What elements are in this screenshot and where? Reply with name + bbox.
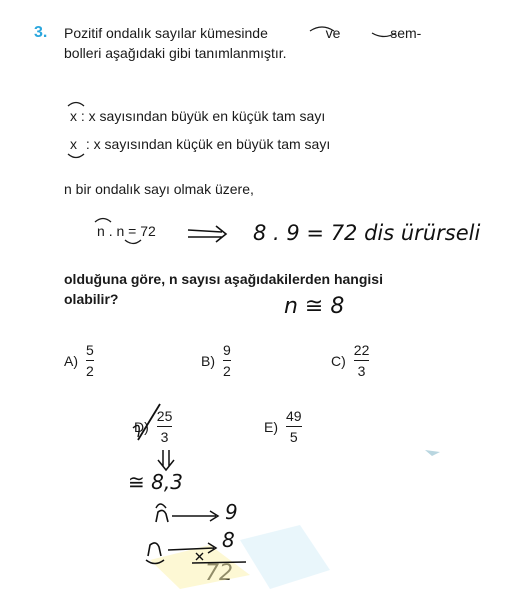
eq-rest: = 72 (128, 223, 156, 239)
numerator: 25 (156, 408, 173, 424)
hand-arc-icon (156, 504, 166, 508)
hand-n-icon (156, 510, 168, 522)
prompt-line-1: olduğuna göre, n sayısı aşağıdakilerden hangisi (64, 271, 383, 287)
line1-and: ve (325, 25, 341, 41)
denominator: 3 (160, 429, 169, 445)
question-number: 3. (34, 24, 48, 41)
highlighter-mark (150, 545, 250, 589)
arc-up-icon (310, 27, 334, 31)
ceil-arc-icon (68, 103, 84, 107)
eq-n-floor: n (116, 223, 125, 239)
handwritten-ceil-result: 9 (225, 500, 238, 524)
implies-arrow-icon (188, 226, 226, 242)
hand-n-icon (148, 543, 161, 556)
floor-var: x (70, 136, 77, 152)
choice-label: A) (64, 352, 78, 369)
handwritten-n-approx: n ≅ 8 (284, 294, 345, 319)
denominator: 2 (223, 363, 231, 379)
choice-label: B) (201, 352, 215, 369)
line1-end: sem- (390, 25, 422, 41)
numerator: 9 (223, 342, 231, 358)
given-statement: n bir ondalık sayı olmak üzere, (64, 181, 254, 197)
choice-label: C) (331, 352, 346, 369)
floor-arc-icon (68, 154, 84, 158)
choice-label: E) (264, 418, 278, 435)
handwritten-equation: 8 . 9 = 72 dis ürürseli (253, 221, 481, 245)
denominator: 2 (86, 363, 94, 379)
prompt-line-2: olabilir? (64, 291, 119, 307)
denominator: 5 (289, 429, 298, 445)
ceil-def-text: : x sayısından büyük en küçük tam sayı (80, 108, 326, 124)
denominator: 3 (357, 363, 366, 379)
handwritten-floor-result: 8 (222, 528, 235, 552)
eq-floor-arc-icon (125, 240, 141, 244)
highlighter-mark (240, 525, 330, 589)
question-line-2: bolleri aşağıdaki gibi tanımlanmıştır. (64, 45, 287, 61)
product-line (192, 562, 246, 563)
ceil-var: x (70, 108, 77, 124)
floor-def-text: : x sayısından küçük en büyük tam sayı (85, 136, 331, 152)
numerator: 5 (86, 342, 94, 358)
arc-down-icon (372, 33, 396, 37)
eq-dot: . (108, 223, 113, 239)
strike-mark-icon (138, 404, 160, 440)
choice-label: D) (134, 418, 149, 435)
strike-mark-icon (133, 425, 139, 437)
eq-n-ceil: n (97, 223, 105, 239)
double-down-arrow-icon (158, 450, 174, 470)
handwritten-approx-value: ≅ 8,3 (128, 470, 183, 494)
eq-ceil-arc-icon (95, 219, 111, 223)
numerator: 22 (353, 342, 370, 358)
stray-mark (425, 450, 440, 456)
numerator: 49 (286, 408, 302, 424)
line1-before: Pozitif ondalık sayılar kümesinde (64, 25, 268, 41)
arrow-right-icon (172, 511, 218, 521)
